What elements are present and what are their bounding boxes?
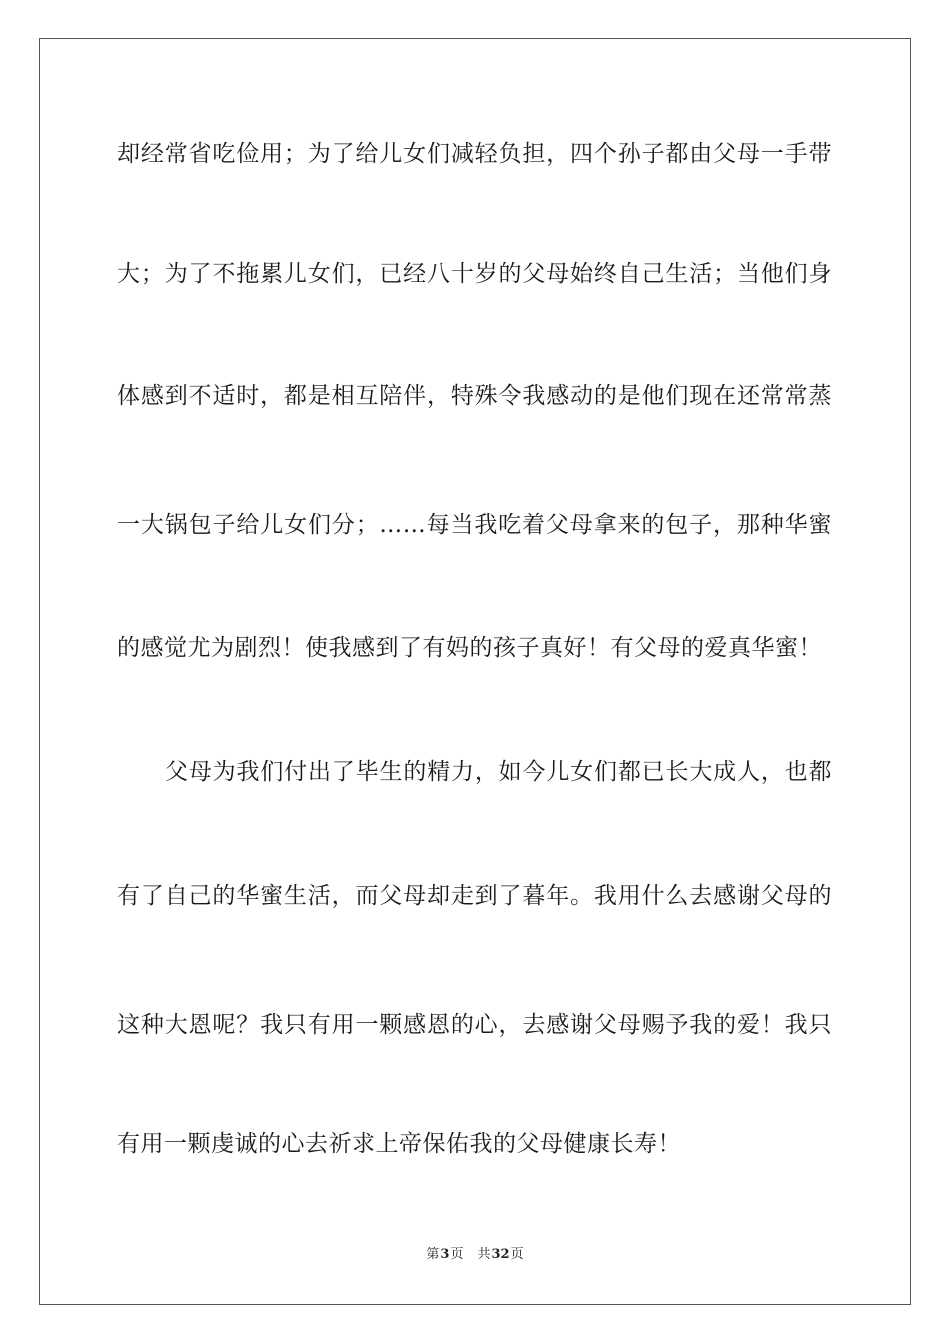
footer-total-suffix: 页 [510,1247,524,1262]
footer-page-prefix: 第 [426,1247,440,1262]
text-line-2: 大；为了不拖累儿女们，已经八十岁的父母始终自己生活；当他们身 [117,261,832,287]
text-line-7: 有了自己的华蜜生活，而父母却走到了暮年。我用什么去感谢父母的 [117,883,832,909]
footer-page-suffix: 页 [450,1247,464,1262]
page-border [39,38,911,1305]
text-line-4: 一大锅包子给儿女们分；……每当我吃着父母拿来的包子，那种华蜜 [117,512,832,538]
page-footer [0,1246,950,1264]
text-line-3: 体感到不适时，都是相互陪伴，特殊令我感动的是他们现在还常常蒸 [117,383,832,409]
text-line-5: 的感觉尤为剧烈！使我感到了有妈的孩子真好！有父母的爱真华蜜！ [117,635,822,661]
text-line-9: 有用一颗虔诚的心去祈求上帝保佑我的父母健康长寿！ [117,1131,681,1157]
footer-page-total: 32 [491,1247,510,1262]
text-line-6-paragraph-start: 父母为我们付出了毕生的精力，如今儿女们都已长大成人，也都 [165,759,832,785]
footer-total-prefix: 共 [477,1247,491,1262]
footer-page-current: 3 [440,1247,450,1262]
text-line-8: 这种大恩呢？我只有用一颗感恩的心，去感谢父母赐予我的爱！我只 [117,1012,832,1038]
text-line-1: 却经常省吃俭用；为了给儿女们减轻负担，四个孙子都由父母一手带 [117,141,832,167]
